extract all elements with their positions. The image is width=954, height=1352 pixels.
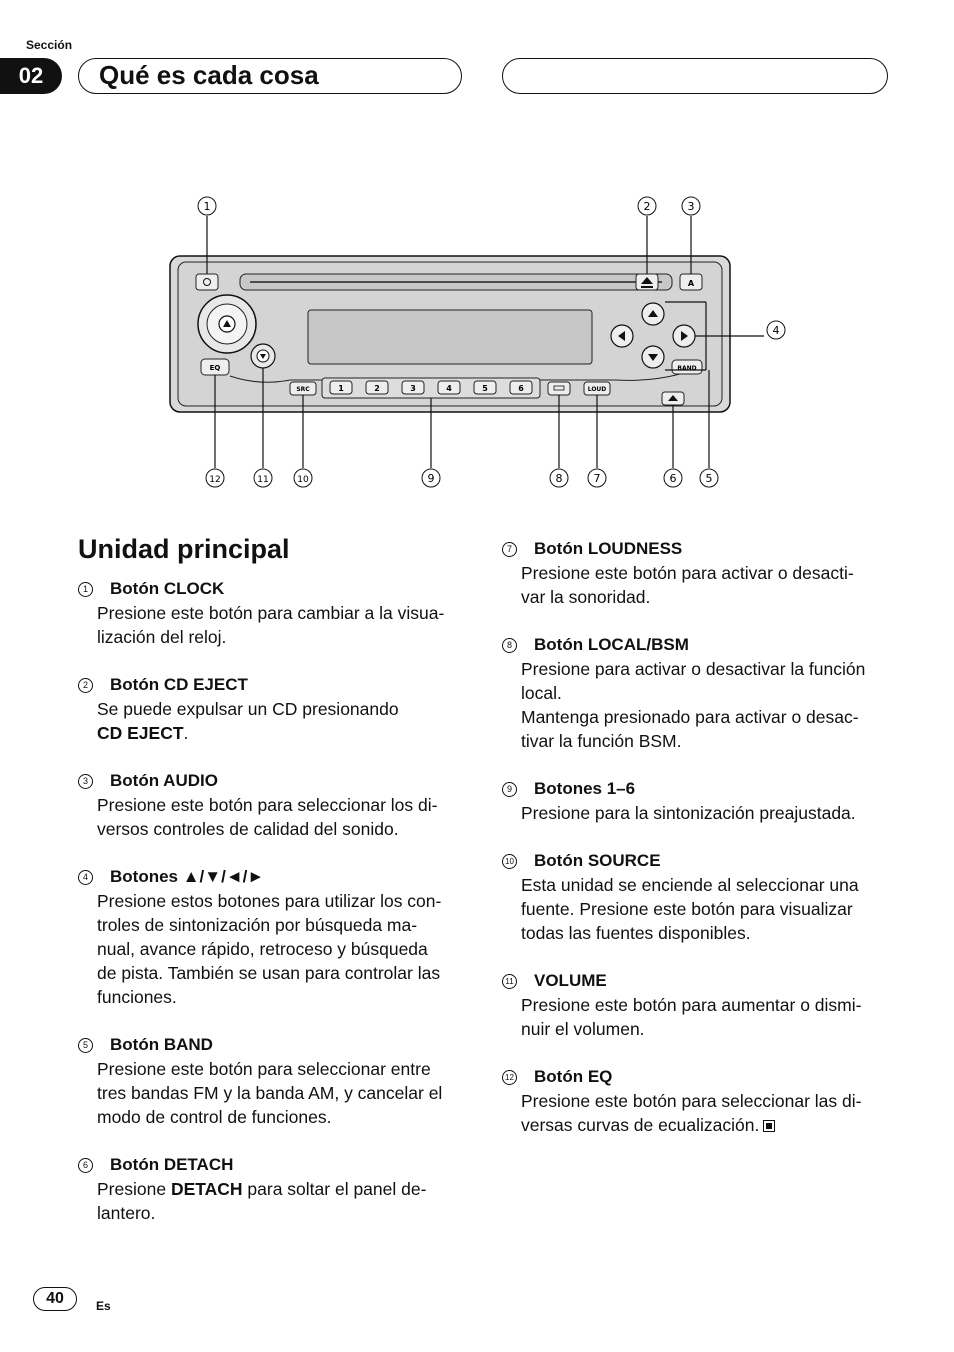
local-bsm-button [548, 382, 570, 395]
item-number: 6 [78, 1158, 93, 1173]
svg-text:8: 8 [555, 472, 563, 485]
item-title: VOLUME [534, 971, 607, 990]
item-body: Esta unidad se enciende al seleccionar una fuente. Presione este botón para visualizar todas las fuentes disponibles. [521, 875, 859, 943]
item-eq [502, 1065, 892, 1137]
language-code: Es [96, 1299, 111, 1313]
item-body: Presione DETACH para soltar el panel de- lantero. [97, 1179, 427, 1223]
item-number: 8 [502, 638, 517, 653]
item-number: 4 [78, 870, 93, 885]
head-unit-diagram [160, 190, 800, 500]
item-body: Presione este botón para activar o desacti- var la sonoridad. [521, 563, 854, 607]
item-title: Botón CLOCK [110, 579, 225, 598]
left-column [78, 577, 468, 1249]
audio-icon: A [687, 279, 695, 288]
display-window [308, 310, 592, 364]
end-mark-icon [763, 1120, 775, 1132]
item-title: Botón AUDIO [110, 771, 218, 790]
svg-text:2: 2 [643, 200, 651, 213]
item-audio [78, 769, 468, 841]
svg-text:3: 3 [687, 200, 695, 213]
svg-text:6: 6 [669, 472, 677, 485]
page-number: 40 [33, 1287, 77, 1311]
item-body: Presione este botón para seleccionar las di- versas curvas de ecualización. [521, 1091, 862, 1135]
item-source [502, 849, 892, 945]
item-number: 9 [502, 782, 517, 797]
clock-button [196, 274, 218, 290]
svg-text:1: 1 [338, 384, 344, 393]
section-heading: Unidad principal [78, 534, 290, 564]
src-label: SRC [296, 386, 310, 393]
item-title: Botones 1–6 [534, 779, 636, 798]
item-title: Botón EQ [534, 1067, 613, 1086]
preset-group [322, 378, 540, 398]
item-local-bsm [502, 633, 892, 753]
item-number: 10 [502, 854, 517, 869]
item-body: Presione para activar o desactivar la función local. Mantenga presionado para activar o desac- tivar la función BSM. [521, 659, 866, 751]
item-number: 5 [78, 1038, 93, 1053]
item-detach [78, 1153, 468, 1225]
item-title: Botón LOCAL/BSM [534, 635, 689, 654]
item-arrow-buttons [78, 865, 468, 1009]
item-clock [78, 577, 468, 649]
svg-text:2: 2 [374, 384, 380, 393]
item-number: 11 [502, 974, 517, 989]
item-title: Botón CD EJECT [110, 675, 248, 694]
item-body: Presione estos botones para utilizar los con- troles de sintonización por búsqueda ma- nual, avance rápido, retroceso y búsqueda de pista. También se usan para controlar las funciones. [97, 891, 442, 1007]
item-volume [502, 969, 892, 1041]
item-band [78, 1033, 468, 1129]
item-title: Botón LOUDNESS [534, 539, 683, 558]
item-number: 3 [78, 774, 93, 789]
item-number: 7 [502, 542, 517, 557]
section-title-box [78, 58, 462, 94]
item-number: 2 [78, 678, 93, 693]
item-number: 12 [502, 1070, 517, 1085]
item-body: Presione este botón para cambiar a la visua- lización del reloj. [97, 603, 445, 647]
item-presets [502, 777, 892, 825]
item-number: 1 [78, 582, 93, 597]
section-label: Sección [26, 38, 73, 52]
item-title: Botón BAND [110, 1035, 213, 1054]
svg-text:3: 3 [410, 384, 416, 393]
item-title: Botón DETACH [110, 1155, 234, 1174]
item-body: Se puede expulsar un CD presionando CD EJECT. [97, 699, 399, 743]
svg-text:4: 4 [772, 324, 780, 337]
svg-text:5: 5 [705, 472, 713, 485]
band-label: BAND [677, 365, 697, 372]
section-number-badge: 02 [0, 58, 62, 94]
eq-label: EQ [209, 364, 221, 372]
item-body: Presione este botón para aumentar o dismi- nuir el volumen. [521, 995, 862, 1039]
item-body: Presione para la sintonización preajustada. [521, 803, 856, 823]
svg-text:10: 10 [297, 475, 309, 485]
svg-text:6: 6 [518, 384, 524, 393]
empty-header-box [502, 58, 888, 94]
svg-text:5: 5 [482, 384, 488, 393]
svg-text:4: 4 [446, 384, 452, 393]
right-column [502, 537, 892, 1161]
item-title: Botones ▲/▼/◄/► [110, 867, 265, 886]
svg-text:1: 1 [203, 200, 211, 213]
svg-text:12: 12 [209, 475, 221, 485]
section-title: Qué es cada cosa [99, 60, 319, 90]
item-cd-eject [78, 673, 468, 745]
item-body: Presione este botón para seleccionar los di- versos controles de calidad del sonido. [97, 795, 438, 839]
svg-text:11: 11 [257, 475, 269, 485]
item-body: Presione este botón para seleccionar entre tres bandas FM y la banda AM, y cancelar el modo de control de funciones. [97, 1059, 443, 1127]
item-loudness [502, 537, 892, 609]
svg-text:9: 9 [427, 472, 435, 485]
svg-text:7: 7 [593, 472, 601, 485]
item-title: Botón SOURCE [534, 851, 661, 870]
loud-label: LOUD [587, 386, 607, 393]
